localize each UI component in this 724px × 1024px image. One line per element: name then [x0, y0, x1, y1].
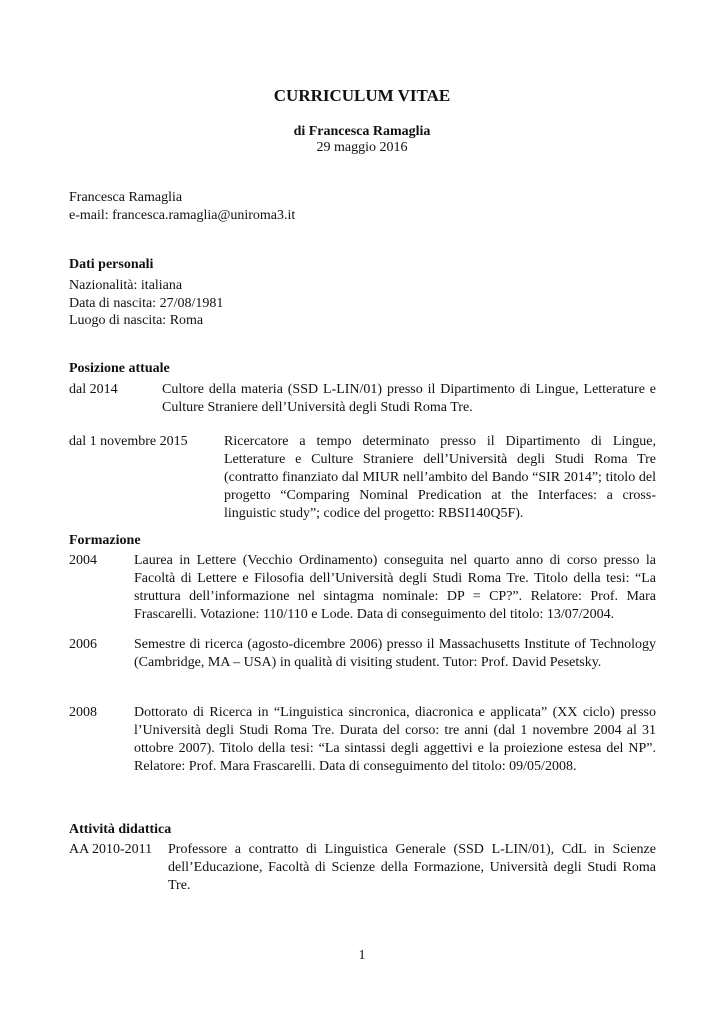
contact-name: Francesca Ramaglia [69, 190, 183, 205]
entry-label: 2004 [69, 553, 97, 568]
birthdate-line: Data di nascita: 27/08/1981 [69, 296, 224, 311]
education-entry [69, 552, 656, 624]
entry-label: 2006 [69, 637, 97, 652]
entry-text: Dottorato di Ricerca in “Linguistica sincronica, diacronica e applicata” (XX ciclo) presso l’Università degli Studi Roma Tre. Durata del corso: tre anni (dal 1 novembre 2004 al 31 ottobre 2007). Titolo della tesi: “La sintassi degli aggettivi e la proiezione estesa del NP”. Relatore: Prof. Mara Frascarelli. Data di conseguimento del titolo: 09/05/2008. [134, 705, 656, 774]
entry-label: dal 2014 [69, 382, 118, 397]
entry-text: Semestre di ricerca (agosto-dicembre 2006) presso il Massachusetts Institute of Technology (Cambridge, MA – USA) in qualità di visiting student. Tutor: Prof. David Pesetsky. [134, 637, 656, 670]
position-entry [69, 381, 656, 421]
entry-label: dal 1 novembre 2015 [69, 434, 188, 449]
section-heading-posizione: Posizione attuale [69, 361, 170, 376]
entry-label: 2008 [69, 705, 97, 720]
entry-text: Ricercatore a tempo determinato presso il Dipartimento di Lingue, Letterature e Culture Straniere dell’Università degli Studi Roma Tre (contratto finanziato dal MIUR nell’ambito del Bando “SIR 2014”; titolo del progetto “Comparing Nominal Predication at the Interfaces: a cross-linguistic study”; codice del progetto: RBSI140Q5F). [224, 434, 656, 521]
birthplace-line: Luogo di nascita: Roma [69, 313, 204, 328]
contact-email: e-mail: francesca.ramaglia@uniroma3.it [69, 208, 296, 223]
entry-label: AA 2010-2011 [69, 842, 153, 857]
position-entry [69, 433, 656, 523]
entry-text: Laurea in Lettere (Vecchio Ordinamento) conseguita nel quarto anno di corso presso la Facoltà di Lettere e Filosofia dell’Università degli Studi Roma Tre. Titolo della tesi: “La struttura dell’informazione nel sintagma nominale: DP = CP?”. Relatore: Prof. Mara Frascarelli. Votazione: 110/110 e Lode. Data di conseguimento del titolo: 13/07/2004. [134, 553, 656, 622]
education-entry [69, 636, 656, 692]
section-heading-formazione: Formazione [69, 533, 141, 548]
education-entry [69, 704, 656, 794]
section-heading-didattica: Attività didattica [69, 822, 172, 837]
nationality-line: Nazionalità: italiana [69, 278, 183, 293]
entry-text: Professore a contratto di Linguistica Generale (SSD L-LIN/01), CdL in Scienze dell’Educazione, Facoltà di Scienze della Formazione, Università degli Studi Roma Tre. [168, 842, 656, 893]
page-number: 1 [358, 948, 366, 963]
teaching-entry [69, 841, 656, 897]
section-heading-dati-personali: Dati personali [69, 257, 154, 272]
author-byline: di Francesca Ramaglia [293, 124, 431, 139]
document-date: 29 maggio 2016 [316, 140, 408, 155]
document-title: CURRICULUM VITAE [273, 86, 451, 105]
entry-text: Cultore della materia (SSD L-LIN/01) presso il Dipartimento di Lingue, Letterature e Culture Straniere dell’Università degli Studi Roma Tre. [162, 382, 656, 415]
